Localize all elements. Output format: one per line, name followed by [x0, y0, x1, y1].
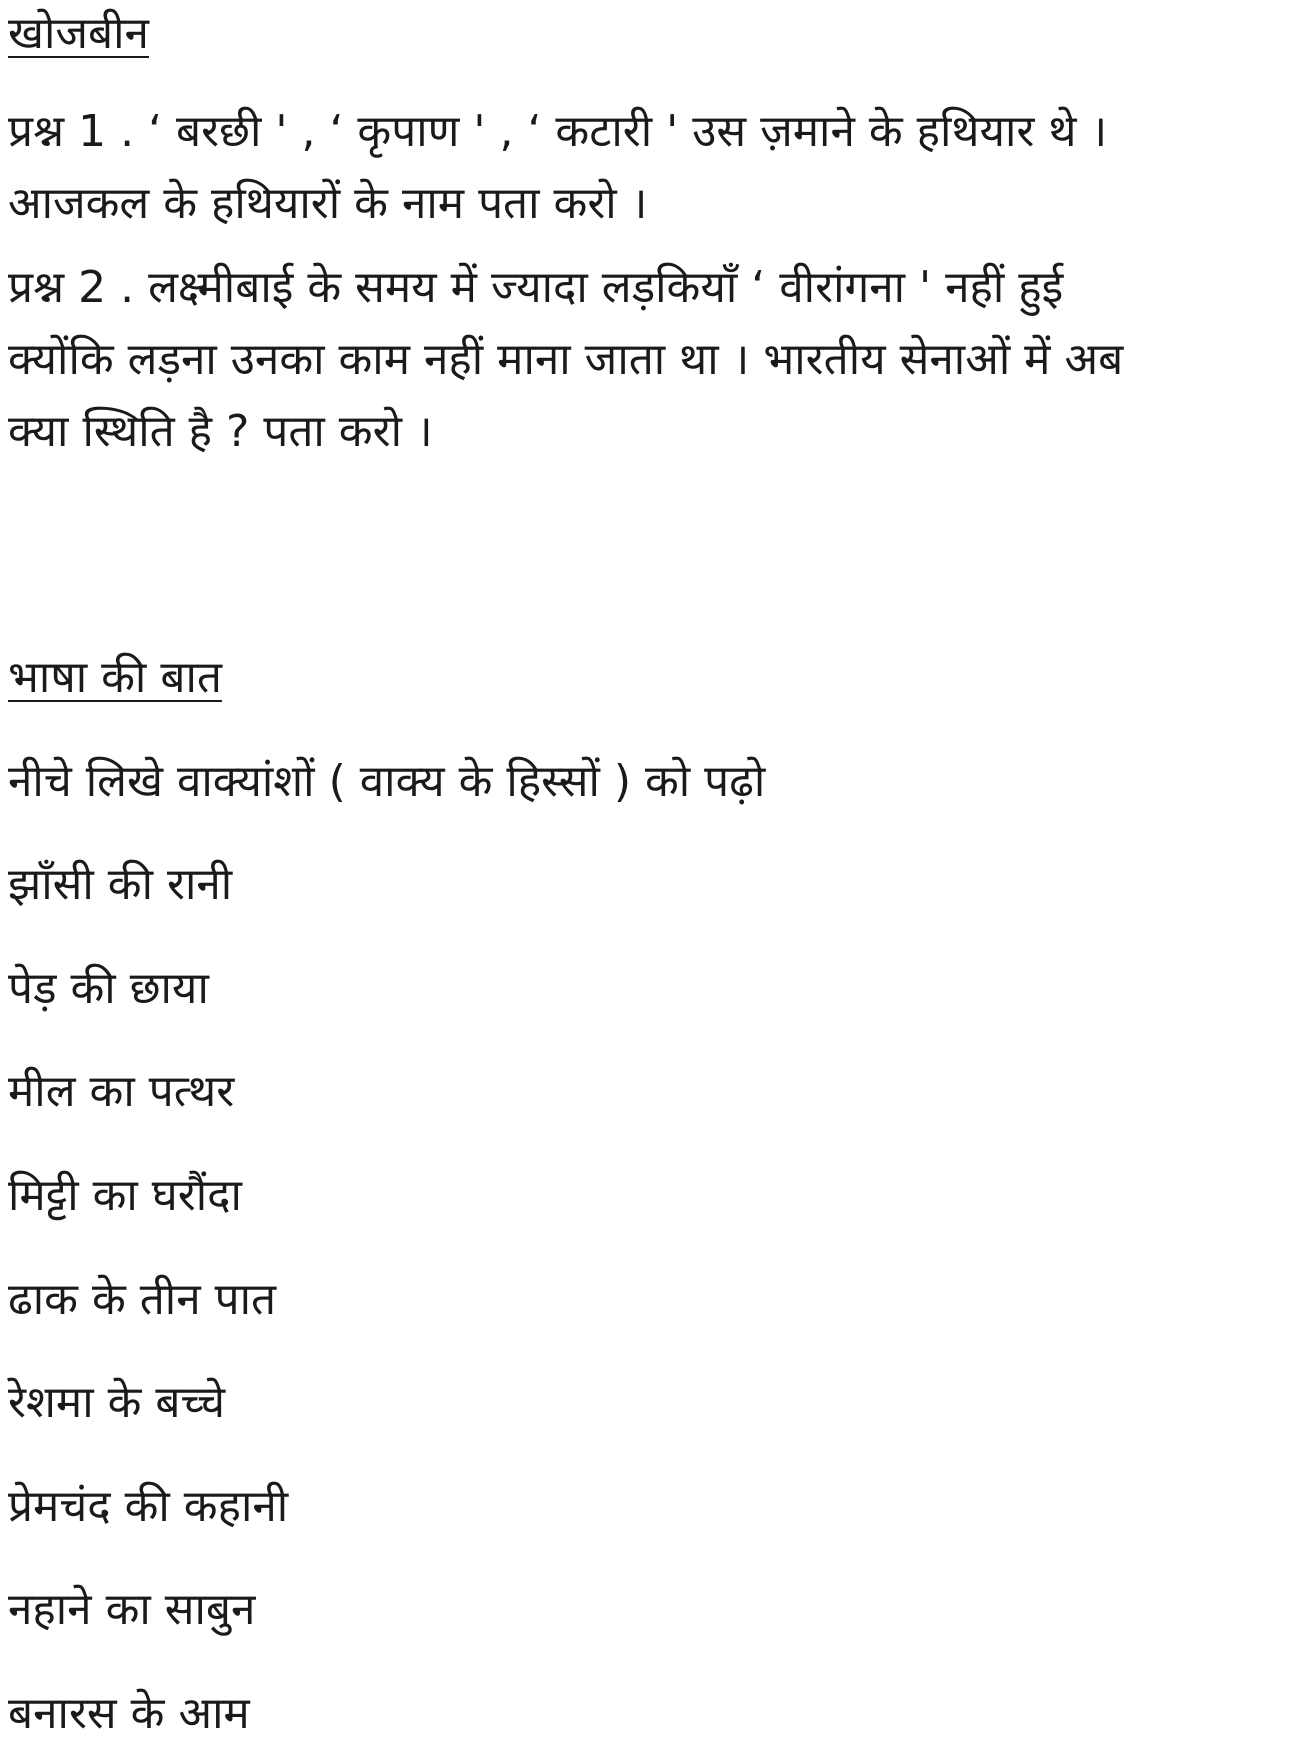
- phrase-item: नहाने का साबुन: [8, 1584, 256, 1635]
- instruction-text: नीचे लिखे वाक्यांशों ( वाक्य के हिस्सों ) को पढ़ो: [8, 756, 766, 807]
- question-2-line-2: क्योंकि लड़ना उनका काम नहीं माना जाता था । भारतीय सेनाओं में अब: [8, 334, 1124, 385]
- section-heading-khojbeen: खोजबीन: [8, 8, 149, 59]
- phrase-item: रेशमा के बच्चे: [8, 1377, 226, 1428]
- question-1-line-2: आजकल के हथियारों के नाम पता करो ।: [8, 178, 648, 229]
- phrase-item: बनारस के आम: [8, 1688, 250, 1739]
- phrase-item: मील का पत्थर: [8, 1066, 235, 1117]
- phrase-item: झाँसी की रानी: [8, 859, 233, 910]
- question-2: [8, 252, 1293, 468]
- question-2-line-1: प्रश्न 2 . लक्ष्मीबाई के समय में ज्यादा लड़कियाँ ‘ वीरांगना ' नहीं हुई: [8, 262, 1064, 313]
- phrase-item: प्रेमचंद की कहानी: [8, 1481, 289, 1532]
- question-1-line-1: प्रश्न 1 . ‘ बरछी ' , ‘ कृपाण ' , ‘ कटारी ' उस ज़माने के हथियार थे ।: [8, 106, 1108, 157]
- section-heading-bhasha-ki-baat: भाषा की बात: [8, 652, 222, 703]
- phrase-item: मिट्टी का घरौंदा: [8, 1170, 242, 1221]
- phrase-item: पेड़ की छाया: [8, 963, 209, 1014]
- question-1: [8, 96, 1293, 240]
- question-2-line-3: क्या स्थिति है ? पता करो ।: [8, 406, 433, 457]
- phrase-item: ढाक के तीन पात: [8, 1274, 277, 1325]
